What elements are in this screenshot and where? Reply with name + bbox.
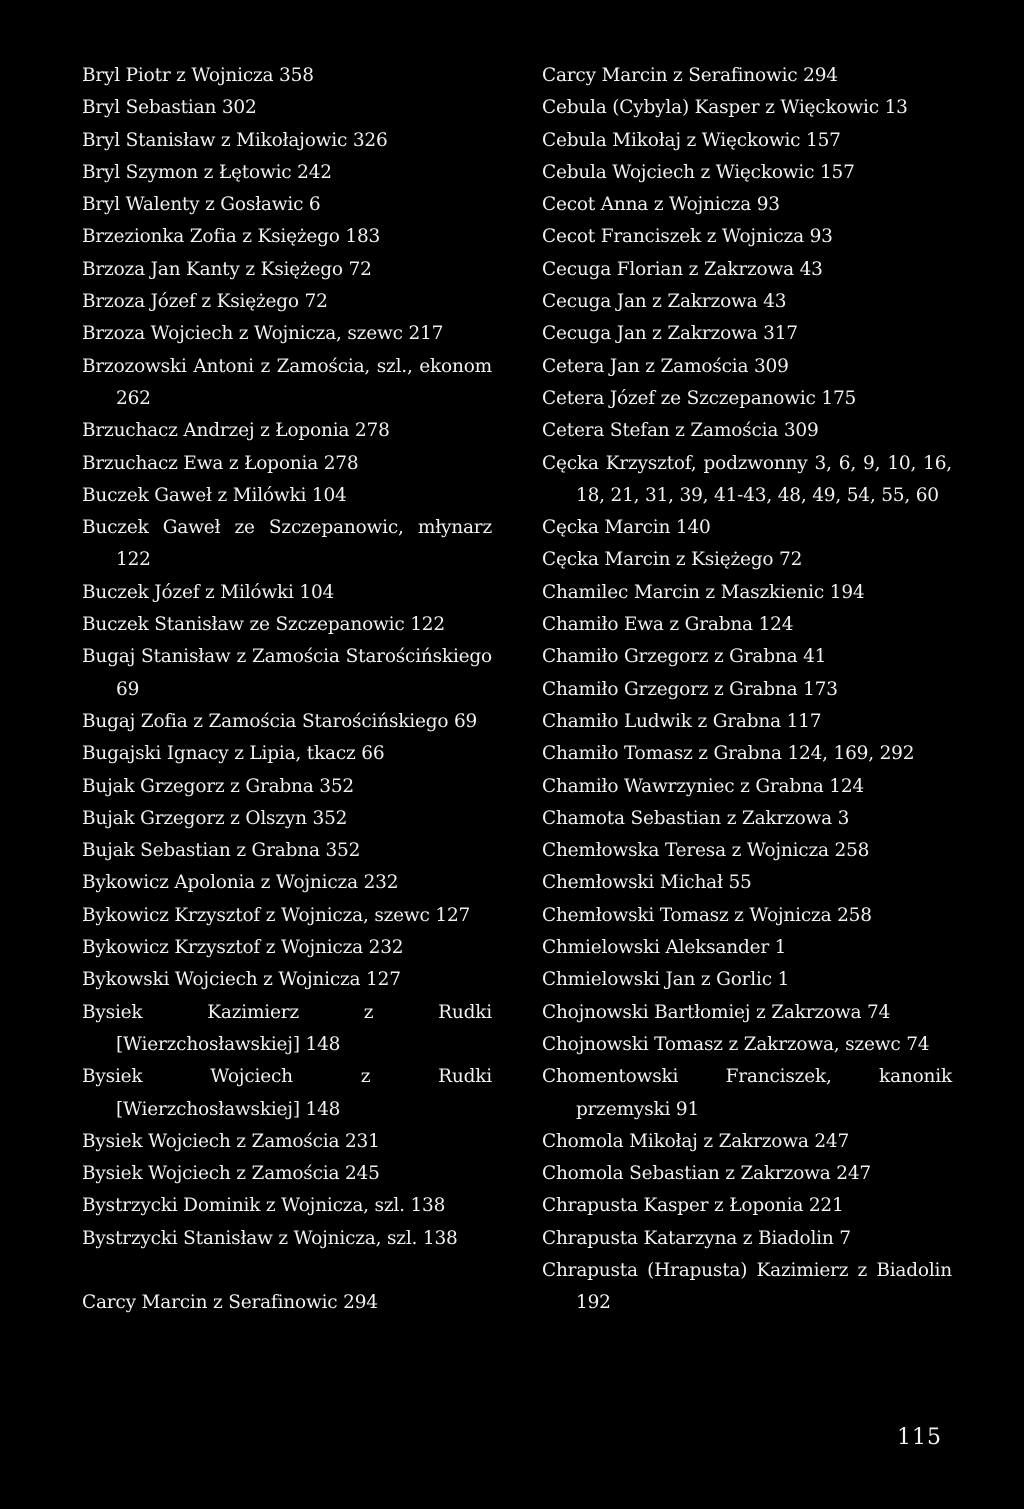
index-entry: Chojnowski Bartłomiej z Zakrzowa 74 (542, 1001, 891, 1023)
index-entry: Cecuga Florian z Zakrzowa 43 (542, 258, 823, 280)
index-entry: Chrapusta Katarzyna z Biadolin 7 (542, 1227, 851, 1249)
index-entry: Cęcka Marcin 140 (542, 517, 711, 539)
index-entry: Bykowicz Krzysztof z Wojnicza, szewc 127 (82, 904, 471, 926)
index-entry: Bryl Stanisław z Mikołajowic 326 (82, 129, 388, 151)
index-entry: Bystrzycki Dominik z Wojnicza, szl. 138 (82, 1195, 446, 1217)
index-entry: Chamiło Tomasz z Grabna 124, 169, 292 (542, 743, 915, 765)
index-entry: Chamilec Marcin z Maszkienic 194 (542, 581, 865, 603)
index-entry: Chomola Sebastian z Zakrzowa 247 (542, 1163, 871, 1185)
index-entry: Bujak Sebastian z Grabna 352 (82, 840, 361, 862)
index-entry: Bykowski Wojciech z Wojnicza 127 (82, 969, 401, 991)
index-column-left (82, 60, 492, 1320)
index-entry: Brzuchacz Andrzej z Łoponia 278 (82, 420, 390, 442)
index-entry: Bryl Sebastian 302 (82, 97, 257, 119)
index-entry: Bryl Walenty z Gosławic 6 (82, 194, 321, 216)
index-entry: Bujak Grzegorz z Olszyn 352 (82, 807, 348, 829)
index-entry: Cecot Anna z Wojnicza 93 (542, 194, 780, 216)
index-entry: Bugajski Ignacy z Lipia, tkacz 66 (82, 743, 385, 765)
index-entry: Cetera Józef ze Szczepanowic 175 (542, 387, 857, 409)
index-entry: Chmielowski Aleksander 1 (542, 937, 787, 959)
index-entry: Brzoza Wojciech z Wojnicza, szewc 217 (82, 323, 444, 345)
index-entry: Bugaj Stanisław z Zamościa Starościńskiego 69 (82, 646, 492, 700)
index-entry: Brzoza Jan Kanty z Księżego 72 (82, 258, 372, 280)
index-entry: Chemłowski Tomasz z Wojnicza 258 (542, 904, 872, 926)
index-entry: Chrapusta (Hrapusta) Kazimierz z Biadolin 192 (542, 1259, 952, 1314)
index-entry: Cecot Franciszek z Wojnicza 93 (542, 226, 833, 248)
index-entry: Brzuchacz Ewa z Łoponia 278 (82, 452, 359, 474)
index-entry: Bryl Piotr z Wojnicza 358 (82, 65, 314, 86)
index-entry: Buczek Gaweł ze Szczepanowic, młynarz 122 (82, 517, 492, 571)
index-entry: Cebula Wojciech z Więckowic 157 (542, 161, 855, 183)
index-entry: Chamiło Wawrzyniec z Grabna 124 (542, 775, 864, 797)
index-entry: Bugaj Zofia z Zamościa Starościńskiego 69 (82, 710, 478, 732)
index-entry: Bystrzycki Stanisław z Wojnicza, szl. 138 (82, 1227, 458, 1249)
index-entry: Chmielowski Jan z Gorlic 1 (542, 969, 790, 991)
index-entry: Buczek Gaweł z Milówki 104 (82, 484, 347, 506)
index-entry: Cebula (Cybyla) Kasper z Więckowic 13 (542, 97, 908, 119)
index-entry: Cetera Jan z Zamościa 309 (542, 355, 789, 377)
index-entry: Bysiek Wojciech z Zamościa 245 (82, 1163, 380, 1185)
index-entry: Bujak Grzegorz z Grabna 352 (82, 775, 354, 797)
index-entry: Cebula Mikołaj z Więckowic 157 (542, 129, 841, 151)
index-entry: Chamiło Ludwik z Grabna 117 (542, 710, 822, 732)
index-entry: Brzoza Józef z Księżego 72 (82, 291, 328, 313)
index-entry: Carcy Marcin z Serafinowic 294 (542, 65, 838, 86)
index-entry: Bysiek Wojciech z Rudki [Wierzchosławskiej] 148 (82, 1066, 492, 1120)
index-entry: Bryl Szymon z Łętowic 242 (82, 161, 332, 183)
index-entry: Buczek Stanisław ze Szczepanowic 122 (82, 614, 445, 636)
index-entry: Carcy Marcin z Serafinowic 294 (82, 1292, 378, 1314)
index-entry: Chemłowska Teresa z Wojnicza 258 (542, 840, 870, 862)
index-column-right (542, 60, 952, 1320)
index-entry: Cecuga Jan z Zakrzowa 317 (542, 323, 798, 345)
index-entry: Brzezionka Zofia z Księżego 183 (82, 226, 381, 248)
index-entry: Bykowicz Apolonia z Wojnicza 232 (82, 872, 399, 894)
index-entry: Bysiek Wojciech z Zamościa 231 (82, 1130, 380, 1152)
index-entry: Chomentowski Franciszek, kanonik przemyski 91 (542, 1066, 952, 1120)
index-entry: Bysiek Kazimierz z Rudki [Wierzchosławskiej] 148 (82, 1001, 492, 1055)
index-entry: Cecuga Jan z Zakrzowa 43 (542, 291, 787, 313)
index-entry: Cęcka Krzysztof, podzwonny 3, 6, 9, 10, 16, 18, 21, 31, 39, 41-43, 48, 49, 54, 55, 60 (542, 452, 952, 506)
index-entry: Chamiło Grzegorz z Grabna 173 (542, 678, 838, 700)
index-entry: Cęcka Marcin z Księżego 72 (542, 549, 803, 571)
index-entry: Chamiło Grzegorz z Grabna 41 (542, 646, 827, 668)
index-entry: Chamota Sebastian z Zakrzowa 3 (542, 807, 850, 829)
index-entry: Buczek Józef z Milówki 104 (82, 581, 335, 603)
index-entry: Chemłowski Michał 55 (542, 872, 752, 894)
index-entry: Brzozowski Antoni z Zamościa, szl., ekonom 262 (82, 355, 492, 409)
index-entry: Chamiło Ewa z Grabna 124 (542, 614, 794, 636)
index-entry: Chomola Mikołaj z Zakrzowa 247 (542, 1130, 850, 1152)
index-entry: Chojnowski Tomasz z Zakrzowa, szewc 74 (542, 1033, 930, 1055)
index-entry: Cetera Stefan z Zamościa 309 (542, 420, 819, 442)
index-entry: Chrapusta Kasper z Łoponia 221 (542, 1195, 844, 1217)
page-number: 115 (897, 1425, 942, 1450)
index-entry: Bykowicz Krzysztof z Wojnicza 232 (82, 937, 404, 959)
